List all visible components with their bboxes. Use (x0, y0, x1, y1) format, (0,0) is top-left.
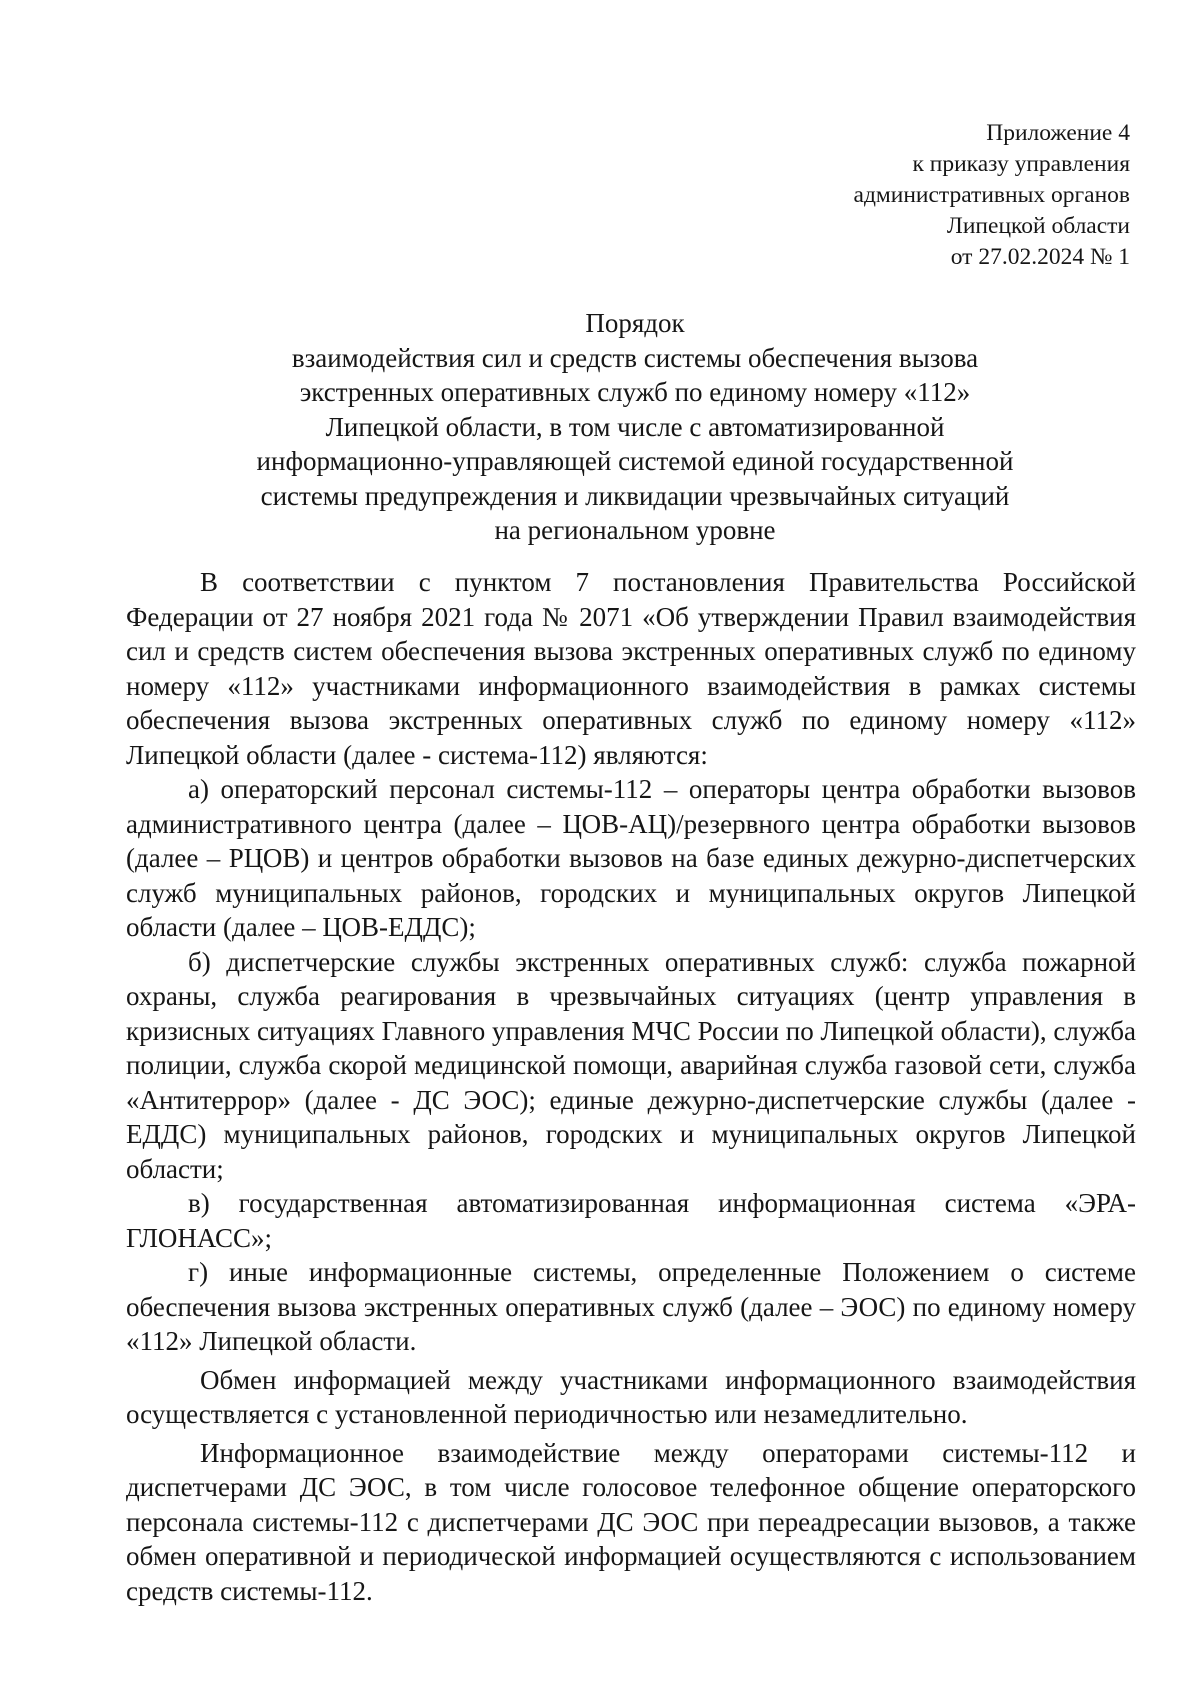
appendix-order-ref: к приказу управления (912, 151, 1130, 177)
appendix-header (854, 118, 1130, 273)
title-line: экстренных оперативных служб по единому номеру «112» (299, 377, 971, 407)
list-item-b: б) диспетчерские службы экстренных оперативных служб: служба пожарной охраны, служба реагирования в чрезвычайных ситуациях (центр управления в кризисных ситуациях Главного управления МЧС России по Липецкой области), служба полиции, служба скорой медицинской помощи, аварийная служба газовой сети, служба «Антитеррор» (далее - ДС ЭОС); единые дежурно-диспетчерские службы (далее - ЕДДС) муниципальных районов, городских и муниципальных округов Липецкой области; (126, 946, 1136, 1184)
list-item-g: г) иные информационные системы, определенные Положением о системе обеспечения вызова экстренных оперативных служб (далее – ЭОС) по единому номеру «112» Липецкой области. (126, 1257, 1136, 1356)
title-line: Порядок (585, 308, 685, 338)
title-line: на региональном уровне (494, 515, 776, 545)
appendix-number: Приложение 4 (986, 120, 1130, 146)
appendix-department: административных органов (853, 182, 1130, 208)
title-line: взаимодействия сил и средств системы обеспечения вызова (291, 342, 979, 373)
exchange-paragraph: Обмен информацией между участниками информационного взаимодействия осуществляется с установленной периодичностью или незамедлительно. (126, 1364, 1136, 1429)
document-body (126, 565, 1136, 1608)
interaction-paragraph: Информационное взаимодействие между операторами системы-112 и диспетчерами ДС ЭОС, в том числе голосовое телефонное общение операторского персонала системы-112 с диспетчерами ДС ЭОС при переадресации вызовов, а также обмен оперативной и периодической информацией осуществляются с использованием средств системы-112. (126, 1437, 1136, 1606)
document-title (160, 306, 1110, 548)
intro-paragraph: В соответствии с пунктом 7 постановления Правительства Российской Федерации от 27 ноября 2021 года № 2071 «Об утверждении Правил взаимодействия сил и средств систем обеспечения вызова экстренных оперативных служб по единому номеру «112» участниками информационного взаимодействия в рамках системы обеспечения вызова экстренных оперативных служб по единому номеру «112» Липецкой области (далее - система-112) являются: (126, 567, 1136, 770)
title-line: информационно-управляющей системой единой государственной (256, 446, 1014, 476)
list-item-v: в) государственная автоматизированная информационная система «ЭРА-ГЛОНАСС»; (126, 1188, 1136, 1253)
title-line: Липецкой области, в том числе с автоматизированной (325, 411, 945, 442)
list-item-a: а) операторский персонал системы-112 – операторы центра обработки вызовов административного центра (далее – ЦОВ-АЦ)/резервного центра обработки вызовов (далее – РЦОВ) и центров обработки вызовов на базе единых дежурно-диспетчерских служб муниципальных районов, городских и муниципальных округов Липецкой области (далее – ЦОВ-ЕДДС); (126, 774, 1136, 942)
appendix-date-number: от 27.02.2024 № 1 (950, 244, 1130, 270)
title-line: системы предупреждения и ликвидации чрезвычайных ситуаций (260, 480, 1010, 511)
appendix-region: Липецкой области (946, 213, 1130, 239)
